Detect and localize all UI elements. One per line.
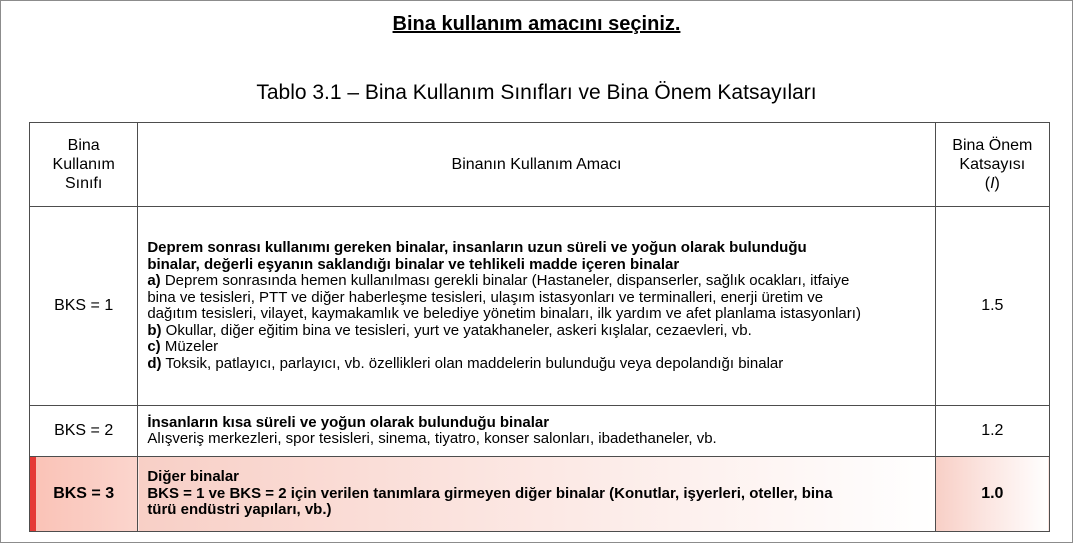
importance-coefficient-cell[interactable]: 1.0 [935, 457, 1049, 532]
header-usage-purpose: Binanın Kullanım Amacı [138, 123, 935, 207]
building-class-cell[interactable]: BKS = 2 [30, 406, 138, 457]
table-row-bks-1[interactable] [30, 207, 1050, 406]
table-header-row [30, 123, 1050, 207]
building-class-cell[interactable]: BKS = 1 [30, 207, 138, 406]
building-class-cell[interactable]: BKS = 3 [30, 457, 138, 532]
table-title: Tablo 3.1 – Bina Kullanım Sınıfları ve Bina Önem Katsayıları [256, 81, 817, 104]
importance-coefficient-cell[interactable]: 1.2 [935, 406, 1049, 457]
header-building-class: Bina Kullanım Sınıfı [30, 123, 138, 207]
usage-purpose-cell[interactable]: İnsanların kısa süreli ve yoğun olarak bulunduğu binalar Alışveriş merkezleri, spor tesisleri, sinema, tiyatro, konser salonları, ibadethaneler, vb. [138, 406, 935, 457]
header-importance-coefficient: Bina Önem Katsayısı (I) [935, 123, 1049, 207]
importance-coefficient-cell[interactable]: 1.5 [935, 207, 1049, 406]
usage-purpose-cell[interactable]: Diğer binalar BKS = 1 ve BKS = 2 için verilen tanımlara girmeyen diğer binalar (Konutlar, işyerleri, oteller, bina türü endüstri yapıları, vb.) [138, 457, 935, 532]
building-class-table [29, 122, 1050, 532]
usage-purpose-cell[interactable]: Deprem sonrası kullanımı gereken binalar, insanların uzun süreli ve yoğun olarak bulunduğu binalar, değerli eşyanın saklandığı binalar ve tehlikeli madde içeren binalar a) Deprem sonrasında hemen kullanılması gerekli binalar (Hastaneler, dispanserler, sağlık ocakları, itfaiye bina ve tesisleri, PTT ve diğer haberleşme tesisleri, ulaşım istasyonları ve terminalleri, enerji üretim ve dağıtım tesisleri, vilayet, kaymakamlık ve belediye yönetim binaları, ilk yardım ve afet planlama istasyonları) b) Okullar, diğer eğitim bina ve tesisleri, yurt ve yatakhaneler, askeri kışlalar, cezaevleri, vb. c) Müzeler d) Toksik, patlayıcı, parlayıcı, vb. özellikleri olan maddelerin bulunduğu veya depolandığı binalar [138, 207, 935, 406]
page-heading: Bina kullanım amacını seçiniz. [392, 13, 681, 35]
table-row-bks-3-selected[interactable] [30, 457, 1050, 532]
table-row-bks-2[interactable] [30, 406, 1050, 457]
